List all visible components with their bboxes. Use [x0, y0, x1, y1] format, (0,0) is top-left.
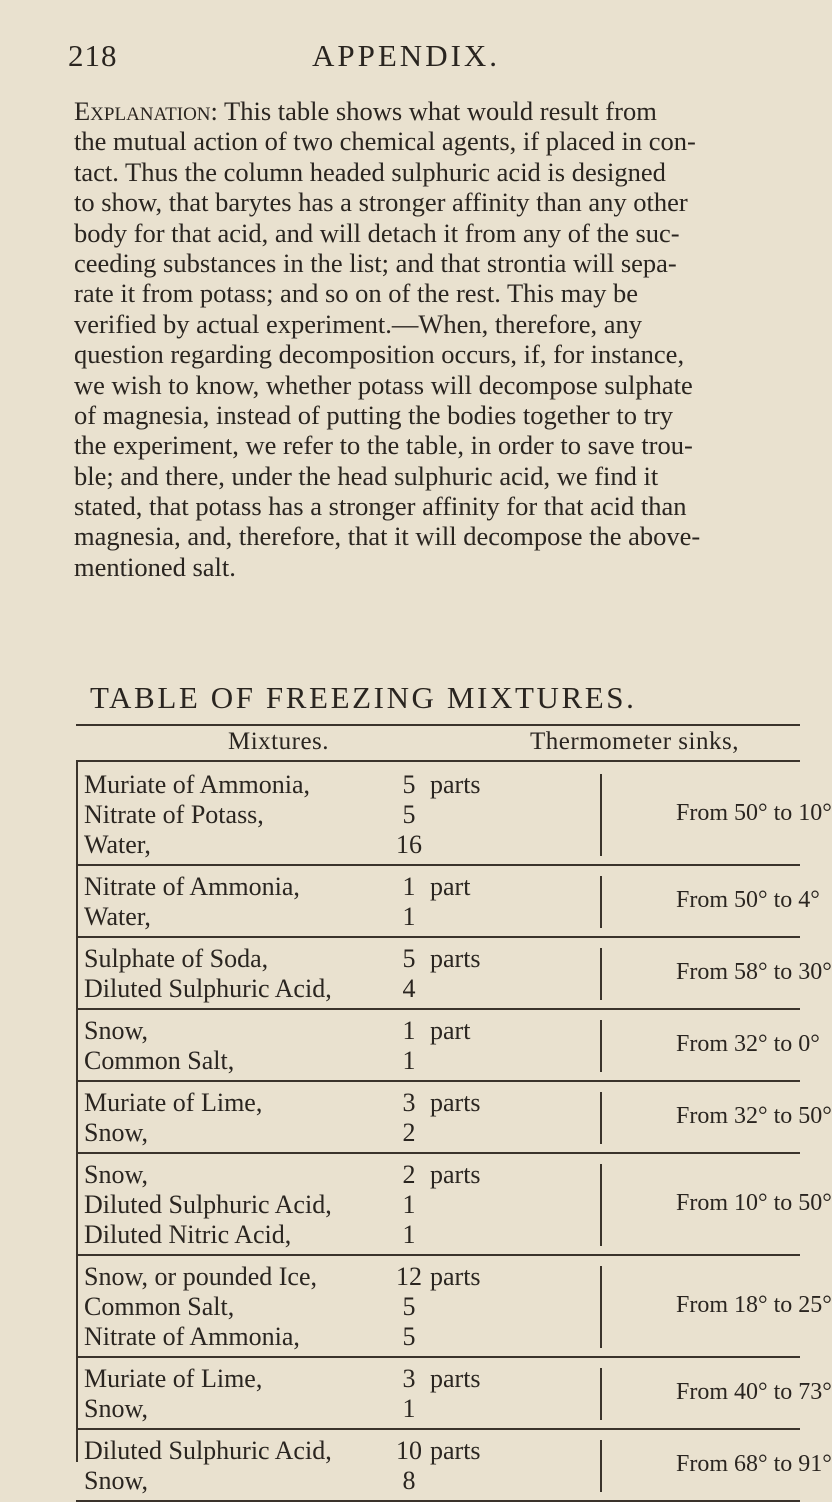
- ingredient-name: Diluted Sulphuric Acid,: [84, 974, 332, 1003]
- mixture-row: [84, 1322, 430, 1352]
- ingredient-quantity: 1: [402, 1016, 416, 1045]
- mixture-row: [84, 944, 481, 974]
- explanation-text: we wish to know, whether potass will decompose sulphate: [74, 369, 693, 400]
- explanation-line: [74, 491, 800, 521]
- explanation-line: [74, 218, 800, 248]
- mixture-row: [84, 1088, 481, 1118]
- mixture-row: [84, 902, 430, 932]
- ingredient-unit: parts: [430, 1364, 481, 1393]
- ingredient-name: Water,: [84, 902, 151, 931]
- mixture-group: [80, 1364, 832, 1424]
- ingredient-quantity: 16: [396, 830, 422, 859]
- mixture-group: [80, 1088, 832, 1148]
- mixture-row: [84, 1394, 430, 1424]
- temperature-range: From 32° to 0°: [676, 1031, 820, 1057]
- group-brace: [600, 1020, 602, 1072]
- explanation-paragraph: [74, 96, 800, 582]
- ingredient-name: Common Salt,: [84, 1292, 235, 1321]
- ingredient-unit: parts: [430, 1160, 481, 1189]
- ingredient-name: Diluted Nitric Acid,: [84, 1220, 292, 1249]
- ingredient-unit: parts: [430, 1436, 481, 1465]
- explanation-lead: Explanation:: [74, 96, 218, 126]
- group-divider: [76, 1152, 800, 1154]
- explanation-text: to show, that barytes has a stronger affinity than any other: [74, 187, 688, 218]
- explanation-line: [74, 461, 800, 491]
- explanation-text: ble; and there, under the head sulphuric acid, we find it: [74, 460, 659, 491]
- explanation-text: question regarding decomposition occurs, if, for instance,: [74, 339, 685, 370]
- ingredient-name: Snow,: [84, 1394, 149, 1423]
- explanation-text: magnesia, and, therefore, that it will decompose the above-: [74, 521, 701, 552]
- mixture-group: [80, 1016, 820, 1076]
- mixture-row: [84, 1046, 430, 1076]
- mixture-row: [84, 1190, 430, 1220]
- table-title: TABLE OF FREEZING MIXTURES.: [90, 680, 637, 715]
- explanation-text: the mutual action of two chemical agents, if placed in con-: [74, 126, 696, 157]
- running-title: APPENDIX.: [312, 38, 501, 73]
- explanation-line: [74, 157, 800, 187]
- ingredient-name: Snow,: [84, 1160, 149, 1189]
- ingredient-name: Muriate of Lime,: [84, 1088, 263, 1117]
- ingredient-name: Snow,: [84, 1466, 149, 1495]
- ingredient-quantity: 1: [402, 1220, 416, 1249]
- mixture-row: [84, 872, 470, 902]
- ingredient-quantity: 10: [396, 1436, 422, 1465]
- header-bottom-rule: [76, 760, 800, 762]
- explanation-line: [74, 187, 800, 217]
- mixture-group: [80, 770, 832, 860]
- ingredient-name: Sulphate of Soda,: [84, 944, 269, 973]
- mixture-row: [84, 830, 430, 860]
- explanation-text: rate it from potass; and so on of the rest. This may be: [74, 278, 638, 309]
- ingredient-quantity: 1: [402, 902, 416, 931]
- ingredient-unit: parts: [430, 1088, 481, 1117]
- temperature-range: From 68° to 91°: [676, 1451, 832, 1477]
- ingredient-quantity: 1: [402, 1394, 416, 1423]
- ingredient-quantity: 1: [402, 872, 416, 901]
- ingredient-quantity: 12: [396, 1262, 422, 1291]
- explanation-text: verified by actual experiment.—When, therefore, any: [74, 308, 643, 339]
- explanation-line: [74, 248, 800, 278]
- ingredient-quantity: 1: [402, 1046, 416, 1075]
- ingredient-name: Diluted Sulphuric Acid,: [84, 1436, 332, 1465]
- explanation-line: [74, 309, 800, 339]
- ingredient-name: Nitrate of Ammonia,: [84, 1322, 300, 1351]
- explanation-line: [74, 430, 800, 460]
- group-divider: [76, 1080, 800, 1082]
- group-brace: [600, 948, 602, 1000]
- ingredient-name: Snow, or pounded Ice,: [84, 1262, 317, 1291]
- mixture-row: [84, 800, 430, 830]
- ingredient-quantity: 5: [402, 944, 416, 973]
- group-divider: [76, 864, 800, 866]
- group-divider: [76, 1008, 800, 1010]
- ingredient-name: Diluted Sulphuric Acid,: [84, 1190, 332, 1219]
- ingredient-name: Water,: [84, 830, 151, 859]
- ingredient-name: Nitrate of Potass,: [84, 800, 264, 829]
- ingredient-quantity: 1: [402, 1190, 416, 1219]
- group-divider: [76, 1254, 800, 1256]
- temperature-range: From 40° to 73°: [676, 1379, 832, 1405]
- temperature-range: From 18° to 25°: [676, 1292, 832, 1318]
- ingredient-quantity: 5: [402, 800, 416, 829]
- mixture-row: [84, 974, 430, 1004]
- mixture-group: [80, 1436, 832, 1496]
- ingredient-unit: parts: [430, 1262, 481, 1291]
- explanation-text: of magnesia, instead of putting the bodies together to try: [74, 399, 674, 430]
- explanation-text: tact. Thus the column headed sulphuric acid is designed: [74, 156, 666, 187]
- explanation-line: [74, 126, 800, 156]
- explanation-line: [74, 96, 800, 126]
- ingredient-quantity: 3: [402, 1364, 416, 1393]
- group-brace: [600, 1164, 602, 1246]
- temperature-range: From 50° to 4°: [676, 887, 820, 913]
- group-brace: [600, 1368, 602, 1420]
- ingredient-unit: part: [430, 1016, 471, 1045]
- mixture-row: [84, 770, 481, 800]
- group-divider: [76, 936, 800, 938]
- mixture-row: [84, 1118, 430, 1148]
- mixture-group: [80, 1160, 832, 1250]
- mixture-group: [80, 1262, 832, 1352]
- ingredient-quantity: 3: [402, 1088, 416, 1117]
- mixture-row: [84, 1466, 430, 1496]
- explanation-line: [74, 552, 800, 582]
- group-brace: [600, 1440, 602, 1492]
- ingredient-name: Muriate of Lime,: [84, 1364, 263, 1393]
- group-brace: [600, 774, 602, 856]
- group-brace: [600, 1092, 602, 1144]
- explanation-line: [74, 339, 800, 369]
- ingredient-name: Snow,: [84, 1118, 149, 1147]
- ingredient-name: Nitrate of Ammonia,: [84, 872, 300, 901]
- mixture-row: [84, 1436, 481, 1466]
- explanation-text: ceeding substances in the list; and that strontia will sepa-: [74, 247, 677, 278]
- explanation-text: the experiment, we refer to the table, in order to save trou-: [74, 430, 693, 461]
- explanation-line: [74, 370, 800, 400]
- explanation-text: stated, that potass has a stronger affinity for that acid than: [74, 491, 687, 522]
- mixture-row: [84, 1220, 430, 1250]
- explanation-text: body for that acid, and will detach it from any of the suc-: [74, 217, 680, 248]
- ingredient-unit: part: [430, 872, 471, 901]
- mixture-row: [84, 1262, 481, 1292]
- explanation-line: [74, 521, 800, 551]
- mixture-group: [80, 872, 820, 932]
- ingredient-name: Common Salt,: [84, 1046, 235, 1075]
- ingredient-quantity: 5: [402, 1292, 416, 1321]
- mixture-group: [80, 944, 832, 1004]
- ingredient-quantity: 5: [402, 1322, 416, 1351]
- mixture-row: [84, 1364, 481, 1394]
- group-brace: [600, 876, 602, 928]
- ingredient-unit: parts: [430, 770, 481, 799]
- ingredient-quantity: 2: [402, 1118, 416, 1147]
- column-header-thermometer: Thermometer sinks,: [530, 728, 739, 755]
- temperature-range: From 32° to 50°: [676, 1103, 832, 1129]
- ingredient-quantity: 8: [402, 1466, 416, 1495]
- mixture-row: [84, 1016, 470, 1046]
- explanation-line: [74, 400, 800, 430]
- group-divider: [76, 1356, 800, 1358]
- explanation-line: [74, 278, 800, 308]
- mixture-row: [84, 1292, 430, 1322]
- ingredient-quantity: 2: [402, 1160, 416, 1189]
- explanation-text: mentioned salt.: [74, 551, 236, 582]
- column-header-mixtures: Mixtures.: [228, 728, 330, 755]
- temperature-range: From 10° to 50°: [676, 1190, 832, 1216]
- mixture-row: [84, 1160, 481, 1190]
- ingredient-name: Muriate of Ammonia,: [84, 770, 311, 799]
- ingredient-quantity: 4: [402, 974, 416, 1003]
- group-brace: [600, 1266, 602, 1348]
- ingredient-quantity: 5: [402, 770, 416, 799]
- table-top-rule: [76, 724, 800, 726]
- page-number: 218: [68, 38, 118, 73]
- group-divider: [76, 1428, 800, 1430]
- ingredient-unit: parts: [430, 944, 481, 973]
- temperature-range: From 50° to 10°: [676, 800, 832, 826]
- temperature-range: From 58° to 30°: [676, 959, 832, 985]
- ingredient-name: Snow,: [84, 1016, 149, 1045]
- explanation-text: This table shows what would result from: [217, 96, 657, 126]
